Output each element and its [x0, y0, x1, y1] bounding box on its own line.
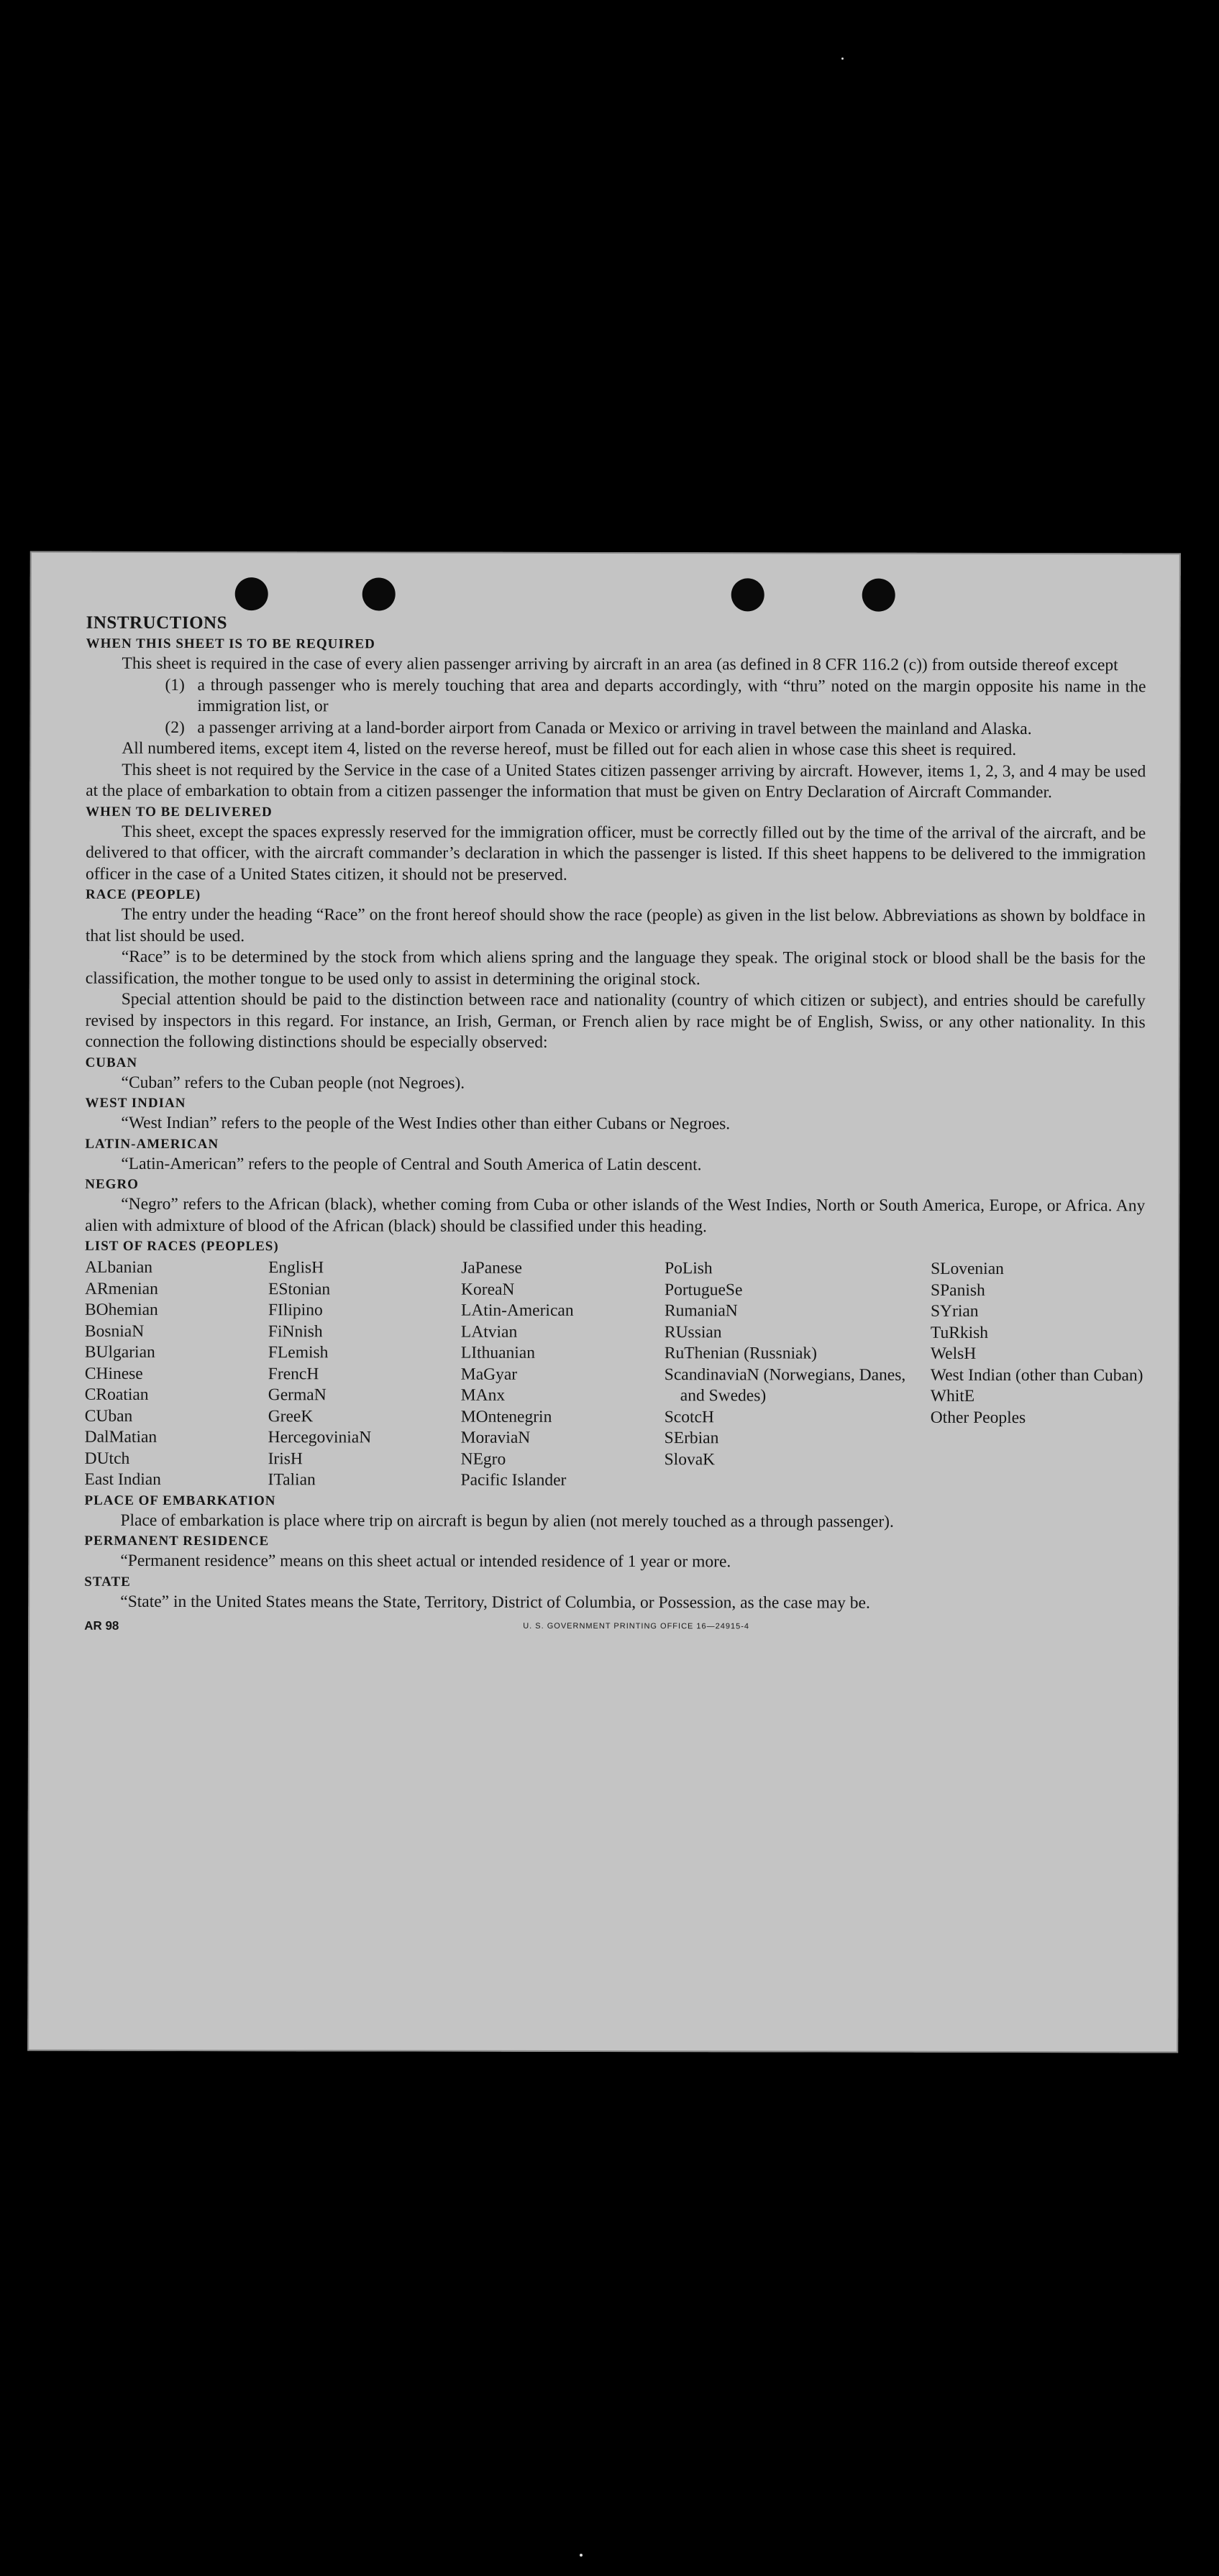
item-text: a through passenger who is merely touching that area and departs accordingly, with “thru” noted on the margin opposite his name in the immigration list, or — [197, 675, 1146, 716]
race-entry: PortugueSe — [665, 1280, 743, 1299]
heading-permanent-residence: PERMANENT RESIDENCE — [84, 1533, 270, 1549]
race-entry: ALbanian — [85, 1257, 153, 1277]
race-entry: SYrian — [930, 1301, 979, 1321]
races-column-3 — [461, 1258, 665, 1492]
race-entry: ScotcH — [664, 1407, 714, 1426]
races-column-1 — [85, 1257, 269, 1491]
printer-imprint: U. S. GOVERNMENT PRINTING OFFICE 16—24915-4 — [523, 1621, 750, 1631]
item-text: a passenger arriving at a land-border airport from Canada or Mexico or arriving in travel between the mainland and Alaska. — [197, 718, 1032, 738]
heading-negro: NEGRO — [85, 1176, 139, 1192]
race-entry: LIthuanian — [460, 1343, 536, 1362]
race-entry: FrencH — [268, 1364, 319, 1383]
race-entry: FiNnish — [268, 1321, 323, 1341]
race-entry: HercegoviniaN — [268, 1428, 372, 1447]
numbered-items-paragraph: All numbered items, except item 4, listed on the reverse hereof, must be filled out for each alien in whose case this sheet is required. — [122, 738, 1017, 759]
heading-when-required: WHEN THIS SHEET IS TO BE REQUIRED — [86, 636, 375, 652]
form-number: AR 98 — [84, 1618, 119, 1633]
race-entry: EStonian — [268, 1279, 331, 1298]
latin-american-paragraph: “Latin-American” refers to the people of Central and South America of Latin descent. — [121, 1154, 702, 1174]
race-entry: DUtch — [84, 1449, 130, 1468]
race-entry: FIlipino — [268, 1301, 323, 1320]
race-entry: SErbian — [664, 1429, 719, 1448]
race-entry: SlovaK — [664, 1449, 716, 1469]
race-paragraph-3: Special attention should be paid to the distinction between race and nationality (country of which citizen or subject), and entries should be carefully revised by inspectors in this regard. For instance, an Irish, German, or French alien by race might be of English, Swiss, or any other nationality. In this connection the following distinctions should be especially observed: — [85, 989, 1146, 1052]
race-entry: RumaniaN — [664, 1301, 738, 1321]
exception-item-1 — [165, 674, 1146, 718]
race-paragraph-1: The entry under the heading “Race” on the front hereof should show the race (people) as given in the list below. Abbreviations as shown by boldface in that list should be used. — [85, 904, 1146, 945]
heading-state: STATE — [84, 1574, 131, 1590]
race-entry: ITalian — [268, 1470, 316, 1490]
race-entry: FLemish — [268, 1343, 329, 1362]
embarkation-paragraph: Place of embarkation is place where trip on aircraft is begun by alien (not merely touched as a through passenger). — [120, 1511, 894, 1531]
race-entry: Other Peoples — [930, 1408, 1026, 1427]
race-entry: East Indian — [84, 1470, 161, 1489]
heading-cuban: CUBAN — [85, 1055, 138, 1071]
heading-west-indian: WEST INDIAN — [85, 1095, 186, 1111]
races-column-4 — [665, 1258, 931, 1492]
race-entry: West Indian (other than Cuban) — [930, 1365, 1143, 1385]
race-entry: CHinese — [84, 1364, 143, 1383]
document-sheet — [27, 551, 1181, 2053]
race-entry: LAtvian — [460, 1322, 518, 1342]
item-number: (2) — [165, 718, 185, 737]
race-entry: KoreaN — [461, 1280, 515, 1299]
race-entry: MOntenegrin — [460, 1407, 552, 1426]
document-title: INSTRUCTIONS — [86, 613, 228, 633]
race-entry: WelsH — [930, 1344, 977, 1363]
race-entry: MAnx — [460, 1385, 506, 1405]
race-entry: GermaN — [268, 1385, 327, 1405]
race-entry: EnglisH — [268, 1258, 324, 1278]
race-entry: LAtin-American — [460, 1301, 574, 1320]
instructions-content — [84, 613, 1146, 1646]
heading-latin-american: LATIN-AMERICAN — [85, 1136, 219, 1152]
race-entry: SPanish — [931, 1280, 985, 1300]
race-entry: NEgro — [460, 1449, 506, 1469]
heading-race: RACE (PEOPLE) — [85, 886, 201, 903]
race-entry: ARmenian — [85, 1279, 158, 1298]
race-entry: BUlgarian — [84, 1342, 155, 1362]
state-paragraph: “State” in the United States means the State, Territory, District of Columbia, or Possession, as the case may be. — [120, 1592, 870, 1613]
race-entry: DalMatian — [84, 1427, 157, 1447]
race-entry: JaPanese — [461, 1258, 522, 1278]
race-entry: RUssian — [664, 1322, 722, 1342]
punch-hole-4 — [862, 579, 895, 612]
heading-place-of-embarkation: PLACE OF EMBARKATION — [84, 1493, 276, 1508]
race-entry: RuThenian (Russniak) — [664, 1344, 818, 1363]
film-speck — [841, 58, 844, 60]
race-entry: PoLish — [665, 1259, 713, 1278]
residence-paragraph: “Permanent residence” means on this sheet actual or intended residence of 1 year or more. — [120, 1551, 731, 1572]
cuban-paragraph: “Cuban” refers to the Cuban people (not Negroes). — [121, 1073, 465, 1093]
race-entry: CRoatian — [84, 1385, 149, 1404]
race-entry: GreeK — [268, 1406, 314, 1426]
film-speck — [580, 2554, 583, 2557]
race-entry: IrisH — [268, 1449, 303, 1468]
race-entry: BosniaN — [84, 1321, 145, 1341]
races-table — [85, 1257, 1146, 1493]
when-required-intro: This sheet is required in the case of every alien passenger arriving by aircraft in an area (as defined in 8 CFR 116.2 (c)) from outside thereof except — [122, 654, 1118, 675]
race-entry: MoraviaN — [460, 1428, 531, 1447]
race-paragraph-2: “Race” is to be determined by the stock from which aliens spring and the language they speak. The original stock or blood shall be the basis for the classification, the mother tongue to be used only to assist in determining the original stock. — [85, 947, 1146, 989]
race-entry: TuRkish — [930, 1323, 989, 1342]
when-delivered-paragraph: This sheet, except the spaces expressly reserved for the immigration officer, must be correctly filled out by the time of the arrival of the aircraft, and be delivered to that officer, with the aircraft commander’s declaration in which the passenger is listed. If this sheet happens to be delivered to the immigration officer in the case of a United States citizen, it should not be preserved. — [86, 822, 1146, 884]
punch-hole-2 — [362, 577, 396, 610]
races-column-5 — [931, 1259, 1146, 1493]
race-entry: BOhemian — [84, 1300, 158, 1319]
race-entry: Pacific Islander — [460, 1470, 567, 1490]
race-entry: MaGyar — [460, 1365, 518, 1384]
west-indian-paragraph: “West Indian” refers to the people of the West Indies other than either Cubans or Negroes. — [121, 1113, 731, 1134]
exception-item-2 — [165, 717, 1146, 740]
race-entry: CUban — [84, 1406, 133, 1426]
punch-hole-1 — [235, 577, 268, 610]
race-entry: WhitE — [930, 1386, 975, 1406]
negro-paragraph: “Negro” refers to the African (black), whether coming from Cuba or other islands of the West Indies, North or South America, Europe, or Africa. Any alien with admixture of blood of the African (black) should be classified under this heading. — [85, 1194, 1146, 1236]
heading-list-of-races: LIST OF RACES (PEOPLES) — [85, 1238, 279, 1255]
races-column-2 — [268, 1257, 462, 1491]
punch-hole-3 — [731, 578, 764, 611]
race-entry: SLovenian — [931, 1259, 1004, 1278]
item-number: (1) — [165, 675, 185, 695]
heading-when-delivered: WHEN TO BE DELIVERED — [86, 804, 273, 820]
citizen-paragraph: This sheet is not required by the Service in the case of a United States citizen passenger arriving by aircraft. However, items 1, 2, 3, and 4 may be used at the place of embarkation to obtain from a citizen passenger the information that must be given on Entry Declaration of Aircraft Commander. — [86, 760, 1146, 802]
race-entry: ScandinaviaN (Norwegians, Danes, and Swedes) — [664, 1365, 906, 1406]
